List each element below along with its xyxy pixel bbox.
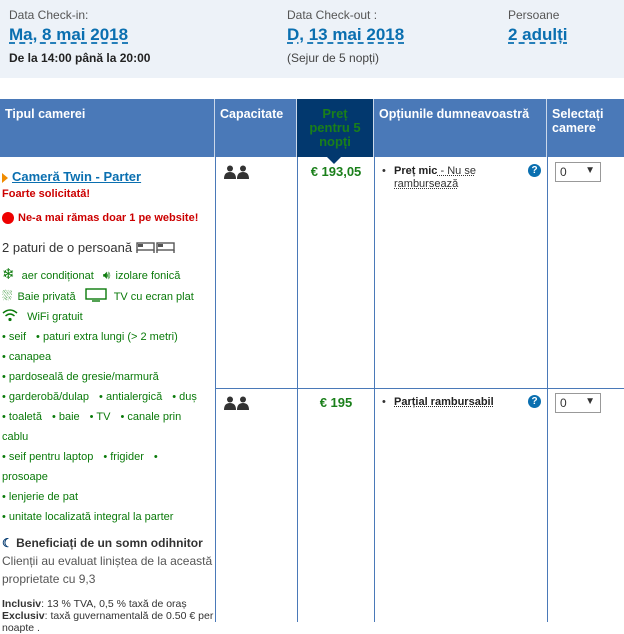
guests-label: Persoane [508,8,560,22]
room-quantity-select[interactable] [555,393,601,413]
checkin-date[interactable]: Ma, 8 mai 2018 [9,25,129,44]
snowflake-icon: ❄ [2,266,15,283]
table-header [0,99,624,157]
divider [215,157,216,622]
demand-badge: Foarte solicitată! [2,188,91,200]
tv-icon [85,288,107,302]
facility-soundproof: izolare fonică [115,270,181,282]
tax-info [2,598,214,634]
amenities-list: • seif • paturi extra lungi (> 2 metri) • canapea • pardoseală de gresie/marmură • garderobă/dulap • antialergică • duș • toaletă • baie • TV • canale prin cablu • seif pentru laptop • frigider • prosoape • lenjerie de pat • unitate localizată integral la parter [2,331,197,523]
arrow-right-icon [2,173,8,183]
chevron-down-icon: ▼ [585,396,595,407]
two-people-icon [224,396,250,410]
amenity: antialergică [105,391,163,403]
divider [297,157,298,622]
option-title: Parțial rambursabil [394,396,494,408]
question-icon[interactable]: ? [528,395,541,408]
col-capacity: Capacitate [215,99,297,157]
chevron-down-icon: ▼ [585,165,595,176]
amenity: toaletă [8,411,42,423]
amenity: seif pentru laptop [8,451,94,463]
amenity: frigider [110,451,144,463]
amenity: lenjerie de pat [8,491,79,503]
alert-dot-icon [2,212,14,224]
amenity: baie [58,411,80,423]
beds-text: 2 paturi de o persoană [2,240,133,255]
wifi-icon [2,308,18,322]
facility-bathroom: Baie privată [17,291,76,303]
speaker-icon: 🔊︎ [102,268,111,282]
guests-block [508,8,568,46]
rooms-left: Ne-a mai rămas doar 1 pe website! [18,212,199,224]
bed-info [2,240,214,255]
room-name-link[interactable]: Cameră Twin - Parter [12,169,142,184]
option-detail: - Nu se rambursează [394,165,476,190]
price-offer-1: € 193,05 [310,164,362,179]
amenity: unitate localizată integral la parter [8,511,174,523]
room-details [2,170,214,634]
col-price-label: Preț pentru 5 nopți [309,106,361,149]
bed-icon [136,240,176,254]
moon-icon: ☾ [2,536,13,550]
guests-value[interactable]: 2 adulți [508,25,568,44]
stay-length: (Sejur de 5 nopți) [287,51,380,65]
amenity: pardoseală de gresie/marmură [8,371,159,383]
divider [547,157,548,622]
amenity: garderobă/dulap [8,391,90,403]
facility-wifi: WiFi gratuit [27,311,83,323]
exclusive-text: : taxă guvernamentală de 0.50 € per noapte . [2,610,214,634]
col-select: Selectați camere [552,107,604,135]
select-value: 0 [560,165,567,179]
facility-tv: TV cu ecran plat [113,291,194,303]
col-options: Opțiunile dumneavoastră [374,99,547,157]
sleep-heading [2,536,214,550]
amenity: prosoape [2,471,48,483]
row-divider [215,388,624,389]
checkin-hours: De la 14:00 până la 20:00 [9,51,151,65]
sleep-text: Clienții au evaluat liniștea de la această proprietate cu 9,3 [2,554,213,586]
sleep-title: Beneficiați de un somn odihnitor [16,536,203,550]
question-icon[interactable]: ? [528,164,541,177]
amenity: canale prin cablu [2,411,182,443]
facility-ac: aer condiționat [21,270,94,282]
amenity: TV [96,411,111,423]
inclusive-label: Inclusiv [2,598,42,610]
shower-icon: ⛆ [2,288,13,303]
col-room-type: Tipul camerei [0,99,215,157]
divider [374,157,375,622]
option-offer-2: • Parțial rambursabil [382,396,494,408]
amenity: seif [8,331,27,343]
checkout-label: Data Check-out : [287,8,378,22]
option-offer-1: • Preț mic - Nu se rambursează [382,165,476,190]
facilities [2,265,214,327]
checkout-block [287,8,404,66]
room-quantity-select[interactable] [555,162,601,182]
select-value: 0 [560,396,567,410]
option-title: Preț mic [394,165,438,177]
price-offer-2: € 195 [319,395,353,410]
checkin-block [9,8,150,66]
exclusive-label: Exclusiv [2,610,45,622]
checkin-label: Data Check-in: [9,8,89,22]
booking-summary [0,0,624,78]
checkout-date[interactable]: D, 13 mai 2018 [287,25,405,44]
amenity: canapea [8,351,52,363]
two-people-icon [224,165,250,179]
col-price [297,99,374,157]
amenity: paturi extra lungi (> 2 metri) [42,331,178,343]
amenity: duș [179,391,197,403]
inclusive-text: : 13 % TVA, 0,5 % taxă de oraș [41,598,187,610]
